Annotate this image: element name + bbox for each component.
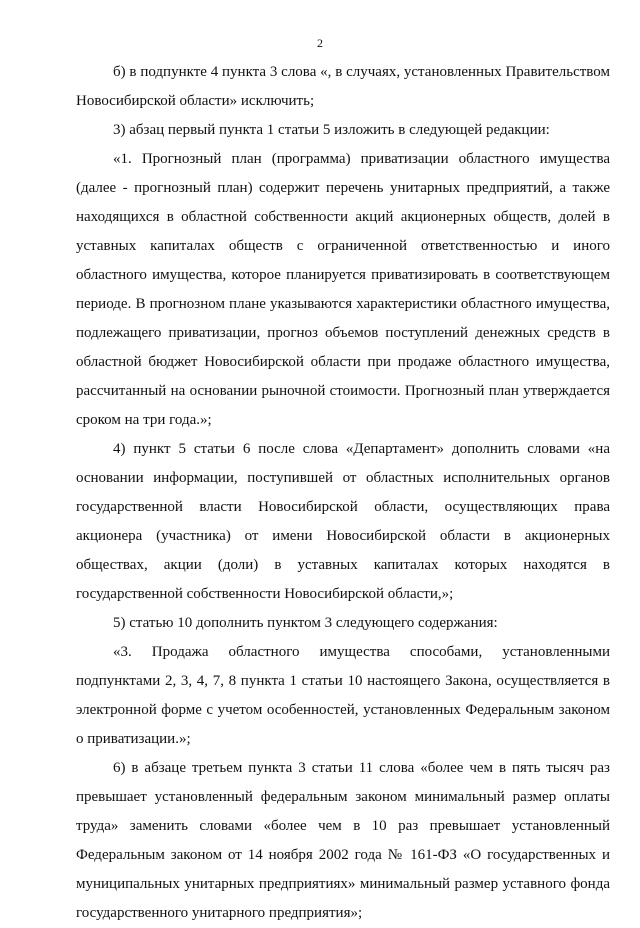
paragraph-item-6: 6) в абзаце третьем пункта 3 статьи 11 слова «более чем в пять тысяч раз превышает установленный федеральным законом минимальный размер оплаты труда» заменить словами «более чем в 10 раз превышает установленный Федеральным законом от 14 ноября 2002 года № 161-ФЗ «О государственных и муниципальных унитарных предприятиях» минимальный размер уставного фонда государственного унитарного предприятия»;: [76, 760, 610, 921]
paragraph-item-4: 4) пункт 5 статьи 6 после слова «Департамент» дополнить словами «на основании информации, поступившей от областных исполнительных органов государственной власти Новосибирской области, осуществляющих права акционера (участника) от имени Новосибирской области в акционерных обществах, акции (доли) в уставных капиталах которых находятся в государственной собственности Новосибирской области,»;: [76, 441, 610, 602]
paragraph-forecast-plan: «1. Прогнозный план (программа) приватизации областного имущества (далее - прогнозный план) содержит перечень унитарных предприятий, а также находящихся в областной собственности акций акционерных обществ, долей в уставных капиталах обществ с ограниченной ответственностью и иного областного имущества, которое планируется приватизировать в соответствующем периоде. В прогнозном плане указываются характеристики областного имущества, подлежащего приватизации, прогноз объемов поступлений денежных средств в областной бюджет Новосибирской области при продаже областного имущества, рассчитанный на основании рыночной стоимости. Прогнозный план утверждается сроком на три года.»;: [76, 151, 610, 428]
paragraph-b-subpoint: б) в подпункте 4 пункта 3 слова «, в случаях, установленных Правительством Новосибирской области» исключить;: [76, 64, 610, 109]
document-body: [76, 58, 610, 928]
page-number: 2: [317, 36, 323, 50]
paragraph-item-3: 3) абзац первый пункта 1 статьи 5 изложить в следующей редакции:: [113, 122, 550, 138]
paragraph-item-5: 5) статью 10 дополнить пунктом 3 следующего содержания:: [113, 615, 498, 631]
paragraph-sale-electronic: «3. Продажа областного имущества способами, установленными подпунктами 2, 3, 4, 7, 8 пункта 1 статьи 10 настоящего Закона, осуществляется в электронной форме с учетом особенностей, установленных Федеральным законом о приватизации.»;: [76, 644, 610, 747]
